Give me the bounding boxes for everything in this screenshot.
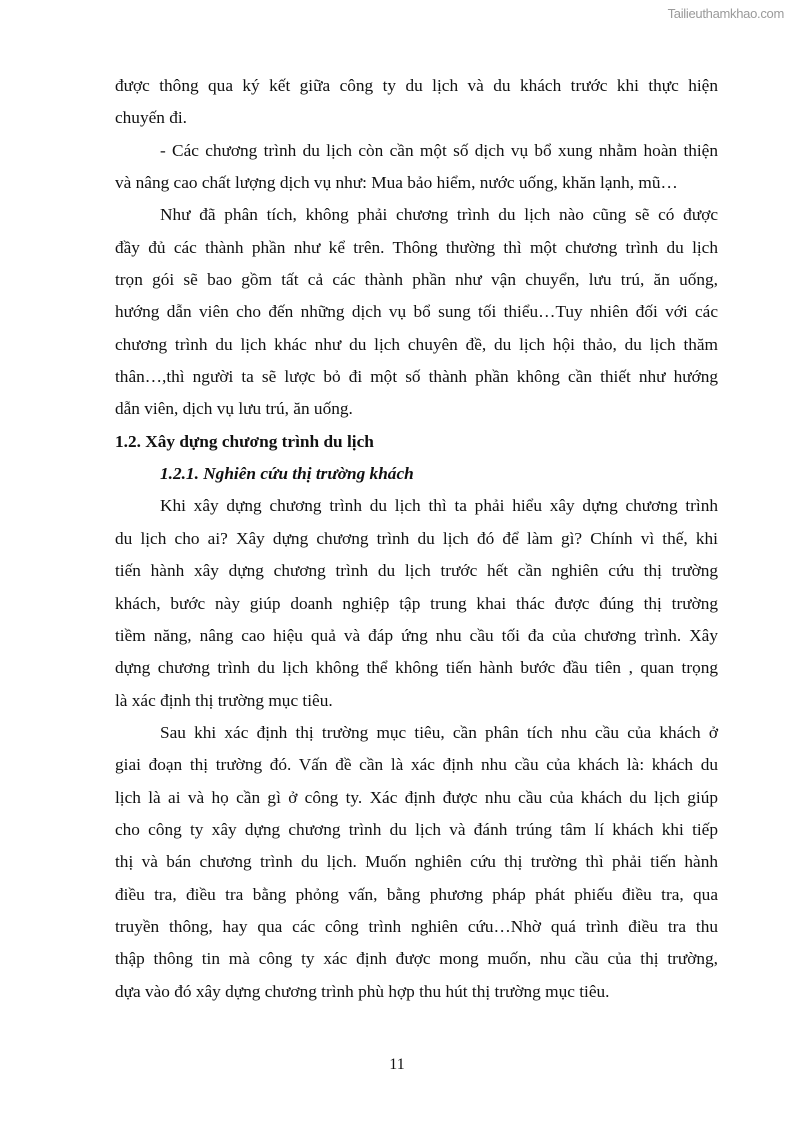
text-line: - Các chương trình du lịch còn cần một số dịch vụ bổ xung nhằm hoàn thiện <box>160 140 718 160</box>
document-body <box>115 70 718 1008</box>
text-line: dẫn viên, dịch vụ lưu trú, ăn uống. <box>115 399 353 419</box>
text-line: Như đã phân tích, không phải chương trình du lịch nào cũng sẽ có được <box>160 205 718 225</box>
text-line: chuyến đi. <box>115 108 187 128</box>
text-line: giai đoạn thị trường đó. Vấn đề cần là xác định nhu cầu của khách là: khách du <box>115 755 718 775</box>
text-line: dựng chương trình du lịch không thể không tiến hành bước đầu tiên , quan trọng <box>115 658 718 678</box>
text-line: cho công ty xây dựng chương trình du lịch và đánh trúng tâm lí khách khi tiếp <box>115 819 718 839</box>
watermark: Tailieuthamkhao.com <box>667 6 784 21</box>
text-line: chương trình du lịch khác như du lịch chuyên đề, du lịch hội thảo, du lịch thăm <box>115 334 718 354</box>
page-number: 11 <box>389 1056 405 1073</box>
text-line: tiến hành xây dựng chương trình du lịch trước hết cần nghiên cứu thị trường <box>115 561 718 581</box>
subsection-heading: 1.2.1. Nghiên cứu thị trường khách <box>160 464 414 484</box>
text-line: du lịch cho ai? Xây dựng chương trình du lịch đó để làm gì? Chính vì thế, khi <box>115 528 718 548</box>
text-line: và nâng cao chất lượng dịch vụ như: Mua bảo hiểm, nước uống, khăn lạnh, mũ… <box>115 173 678 193</box>
section-heading: 1.2. Xây dựng chương trình du lịch <box>115 431 374 451</box>
text-line: đầy đủ các thành phần như kể trên. Thông thường thì một chương trình du lịch <box>115 237 718 257</box>
text-line: là xác định thị trường mục tiêu. <box>115 690 333 710</box>
text-line: được thông qua ký kết giữa công ty du lịch và du khách trước khi thực hiện <box>115 76 718 95</box>
text-line: trọn gói sẽ bao gồm tất cả các thành phần như vận chuyển, lưu trú, ăn uống, <box>115 270 718 290</box>
text-line: thập thông tin mà công ty xác định được mong muốn, nhu cầu của thị trường, <box>115 949 718 969</box>
text-line: khách, bước này giúp doanh nghiệp tập trung khai thác được đúng thị trường <box>115 593 718 613</box>
text-line: thân…,thì người ta sẽ lược bỏ đi một số thành phần không cần thiết như hướng <box>115 367 718 387</box>
text-line: thị và bán chương trình du lịch. Muốn nghiên cứu thị trường thì phải tiến hành <box>115 852 718 872</box>
text-line: điều tra, điều tra bằng phỏng vấn, bằng phương pháp phát phiếu điều tra, qua <box>115 884 718 904</box>
text-line: Sau khi xác định thị trường mục tiêu, cần phân tích nhu cầu của khách ở <box>160 722 718 742</box>
text-line: hướng dẫn viên cho đến những dịch vụ bổ sung tối thiểu…Tuy nhiên đối với các <box>115 302 718 322</box>
text-line: truyền thông, hay qua các công trình nghiên cứu…Nhờ quá trình điều tra thu <box>115 916 718 936</box>
text-line: Khi xây dựng chương trình du lịch thì ta phải hiểu xây dựng chương trình <box>160 496 718 516</box>
text-line: lịch là ai và họ cần gì ở công ty. Xác định được nhu cầu của khách du lịch giúp <box>115 787 718 807</box>
text-line: dựa vào đó xây dựng chương trình phù hợp thu hút thị trường mục tiêu. <box>115 981 610 1001</box>
text-line: tiềm năng, nâng cao hiệu quả và đáp ứng nhu cầu tối đa của chương trình. Xây <box>115 625 718 645</box>
